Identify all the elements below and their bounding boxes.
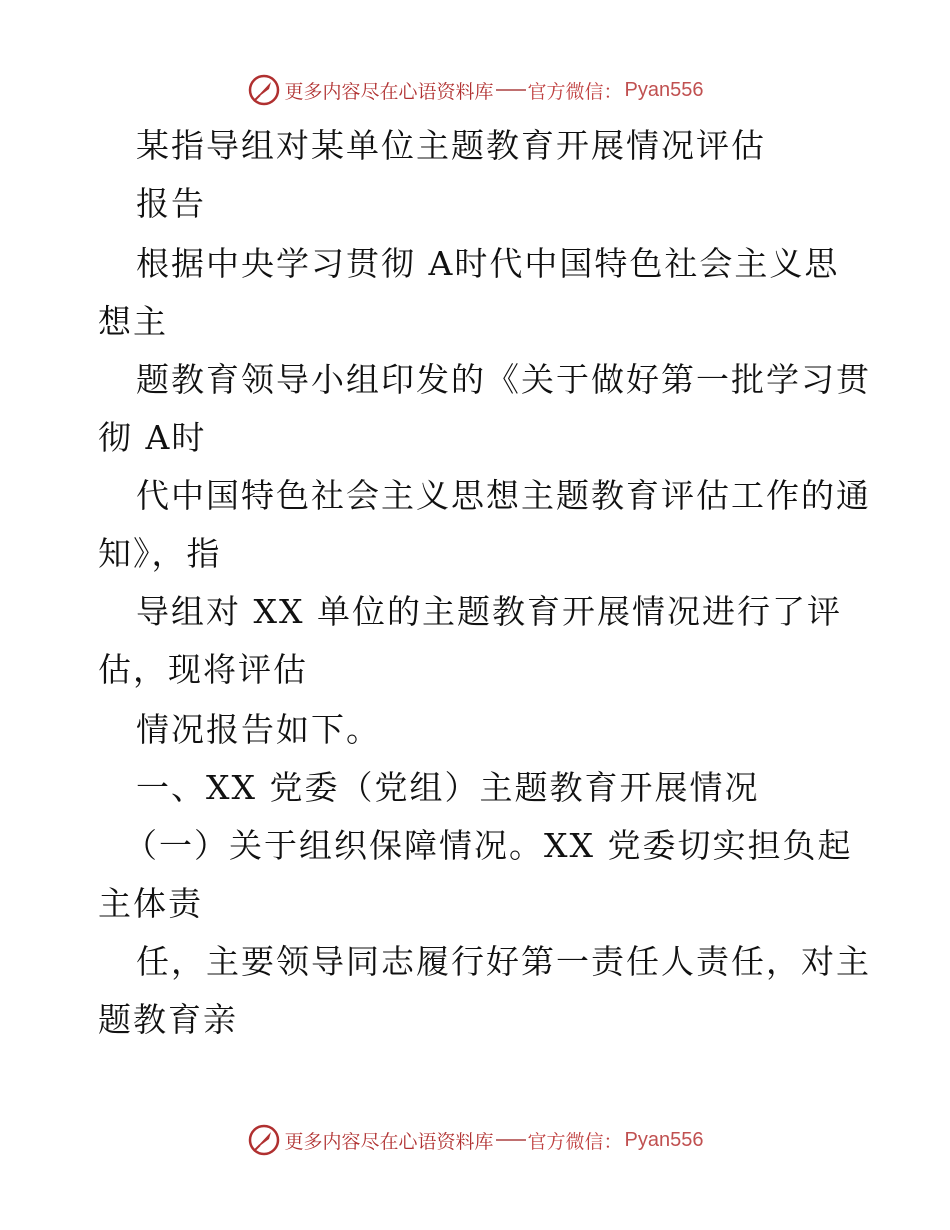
footer-watermark xyxy=(0,1120,950,1160)
paragraph-line: 彻 A时 xyxy=(98,418,207,457)
paragraph-line: 代中国特色社会主义思想主题教育评估工作的通 xyxy=(136,476,871,515)
paragraph-line: 想主 xyxy=(98,302,168,341)
paragraph-line: 题教育领导小组印发的《关于做好第一批学习贯 xyxy=(136,360,871,399)
watermark-account-id: Pyan556 xyxy=(624,1128,704,1151)
paragraph-line: 题教育亲 xyxy=(98,1000,238,1039)
doc-title-line-2: 报告 xyxy=(136,184,206,223)
quill-logo-icon xyxy=(247,1123,281,1157)
paragraph-line: 情况报告如下。 xyxy=(136,710,381,749)
paragraph-line: 知》，指 xyxy=(98,534,222,573)
watermark-site-text: 更多内容尽在心语资料库 xyxy=(284,80,494,103)
paragraph-line: 主体责 xyxy=(98,884,203,923)
quill-logo-icon xyxy=(247,73,281,107)
paragraph-line: （一）关于组织保障情况。XX 党委切实担负起 xyxy=(124,826,853,865)
watermark-separator xyxy=(496,89,526,91)
paragraph-line: 导组对 XX 单位的主题教育开展情况进行了评 xyxy=(136,592,842,631)
paragraph-line: 根据中央学习贯彻 A时代中国特色社会主义思 xyxy=(136,244,840,283)
watermark-site-text: 更多内容尽在心语资料库 xyxy=(284,1130,494,1153)
watermark-account-id: Pyan556 xyxy=(624,78,704,101)
watermark-gzh-label: 官方微信： xyxy=(527,80,623,103)
header-watermark xyxy=(0,70,950,110)
paragraph-line: 估，现将评估 xyxy=(98,650,308,689)
watermark-separator xyxy=(496,1139,526,1141)
doc-title-line-1: 某指导组对某单位主题教育开展情况评估 xyxy=(136,126,766,165)
paragraph-line: 任，主要领导同志履行好第一责任人责任，对主 xyxy=(136,942,871,981)
watermark-gzh-label: 官方微信： xyxy=(527,1130,623,1153)
section-heading: 一、XX 党委（党组）主题教育开展情况 xyxy=(136,768,760,807)
